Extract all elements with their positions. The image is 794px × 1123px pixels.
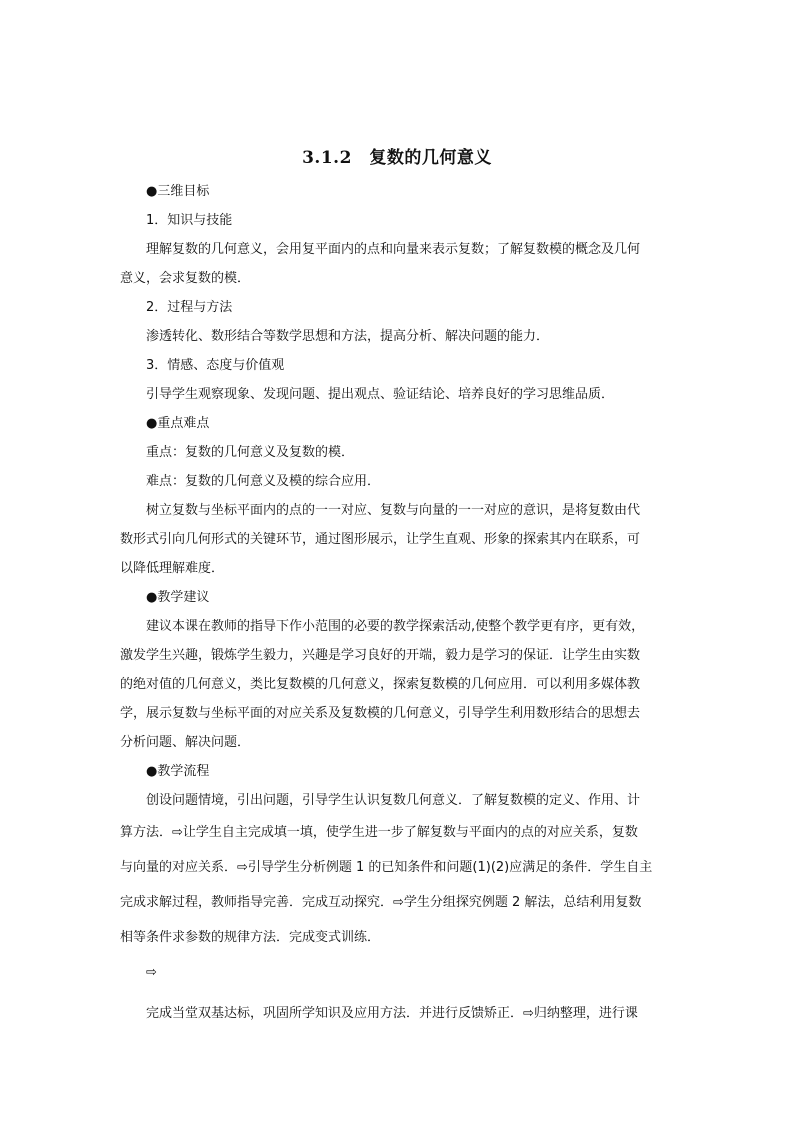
paragraph-line: 激发学生兴趣，锻炼学生毅力，兴趣是学习良好的开端，毅力是学习的保证．让学生由实数: [120, 648, 641, 663]
paragraph-line: 建议本课在教师的指导下作小范围的必要的教学探索活动,使整个教学更有序，更有效，: [146, 619, 645, 634]
section-heading-key-points: ●重点难点: [146, 416, 210, 431]
paragraph-line: 相等条件求参数的规律方法．完成变式训练．: [120, 930, 381, 945]
subheading-attitude: 3．情感、态度与价值观: [146, 358, 285, 373]
page-title: 3.1.2 复数的几何意义: [302, 148, 492, 168]
paragraph-line: 学，展示复数与坐标平面的对应关系及复数模的几何意义，引导学生利用数形结合的思想去: [120, 706, 641, 721]
paragraph-line: 算方法．⇨让学生自主完成填一填，使学生进一步了解复数与平面内的点的对应关系，复数: [120, 825, 638, 840]
paragraph-line: 引导学生观察现象、发现问题、提出观点、验证结论、培养良好的学习思维品质．: [146, 387, 615, 402]
paragraph-line: 分析问题、解决问题．: [120, 735, 251, 750]
difficulty-line: 难点：复数的几何意义及模的综合应用．: [146, 474, 381, 489]
paragraph-line: 意义，会求复数的模．: [120, 271, 251, 286]
paragraph-line: 创设问题情境，引出问题，引导学生认识复数几何意义．了解复数模的定义、作用、计: [146, 793, 641, 808]
paragraph-line: 以降低理解难度．: [120, 561, 225, 576]
paragraph-line: 的绝对值的几何意义，类比复数模的几何意义，探索复数模的几何应用．可以利用多媒体教: [120, 677, 641, 692]
paragraph-line: 理解复数的几何意义，会用复平面内的点和向量来表示复数；了解复数模的概念及几何: [146, 242, 641, 257]
section-heading-goals: ●三维目标: [146, 184, 210, 199]
paragraph-line: 数形式引向几何形式的关键环节，通过图形展示，让学生直观、形象的探索其内在联系，可: [120, 532, 641, 547]
subheading-knowledge: 1．知识与技能: [146, 213, 233, 228]
paragraph-line: 完成当堂双基达标，巩固所学知识及应用方法．并进行反馈矫正．⇨归纳整理，进行课: [146, 1006, 638, 1021]
paragraph-line: 树立复数与坐标平面内的点的一一对应、复数与向量的一一对应的意识，是将复数由代: [146, 503, 641, 518]
section-heading-suggestions: ●教学建议: [146, 590, 210, 605]
flow-arrow: ⇨: [146, 965, 157, 980]
document-body: [120, 177, 676, 1028]
section-heading-flow: ●教学流程: [146, 764, 210, 779]
paragraph-line: 完成求解过程，教师指导完善．完成互动探究．⇨学生分组探究例题 2 解法，总结利用复数: [120, 895, 642, 910]
paragraph-line: 渗透转化、数形结合等数学思想和方法，提高分析、解决问题的能力．: [146, 329, 550, 344]
paragraph-line: 与向量的对应关系．⇨引导学生分析例题 1 的已知条件和问题(1)(2)应满足的条件．学生自主: [120, 860, 653, 875]
subheading-process: 2．过程与方法: [146, 300, 233, 315]
key-point-line: 重点：复数的几何意义及复数的模．: [146, 445, 355, 460]
